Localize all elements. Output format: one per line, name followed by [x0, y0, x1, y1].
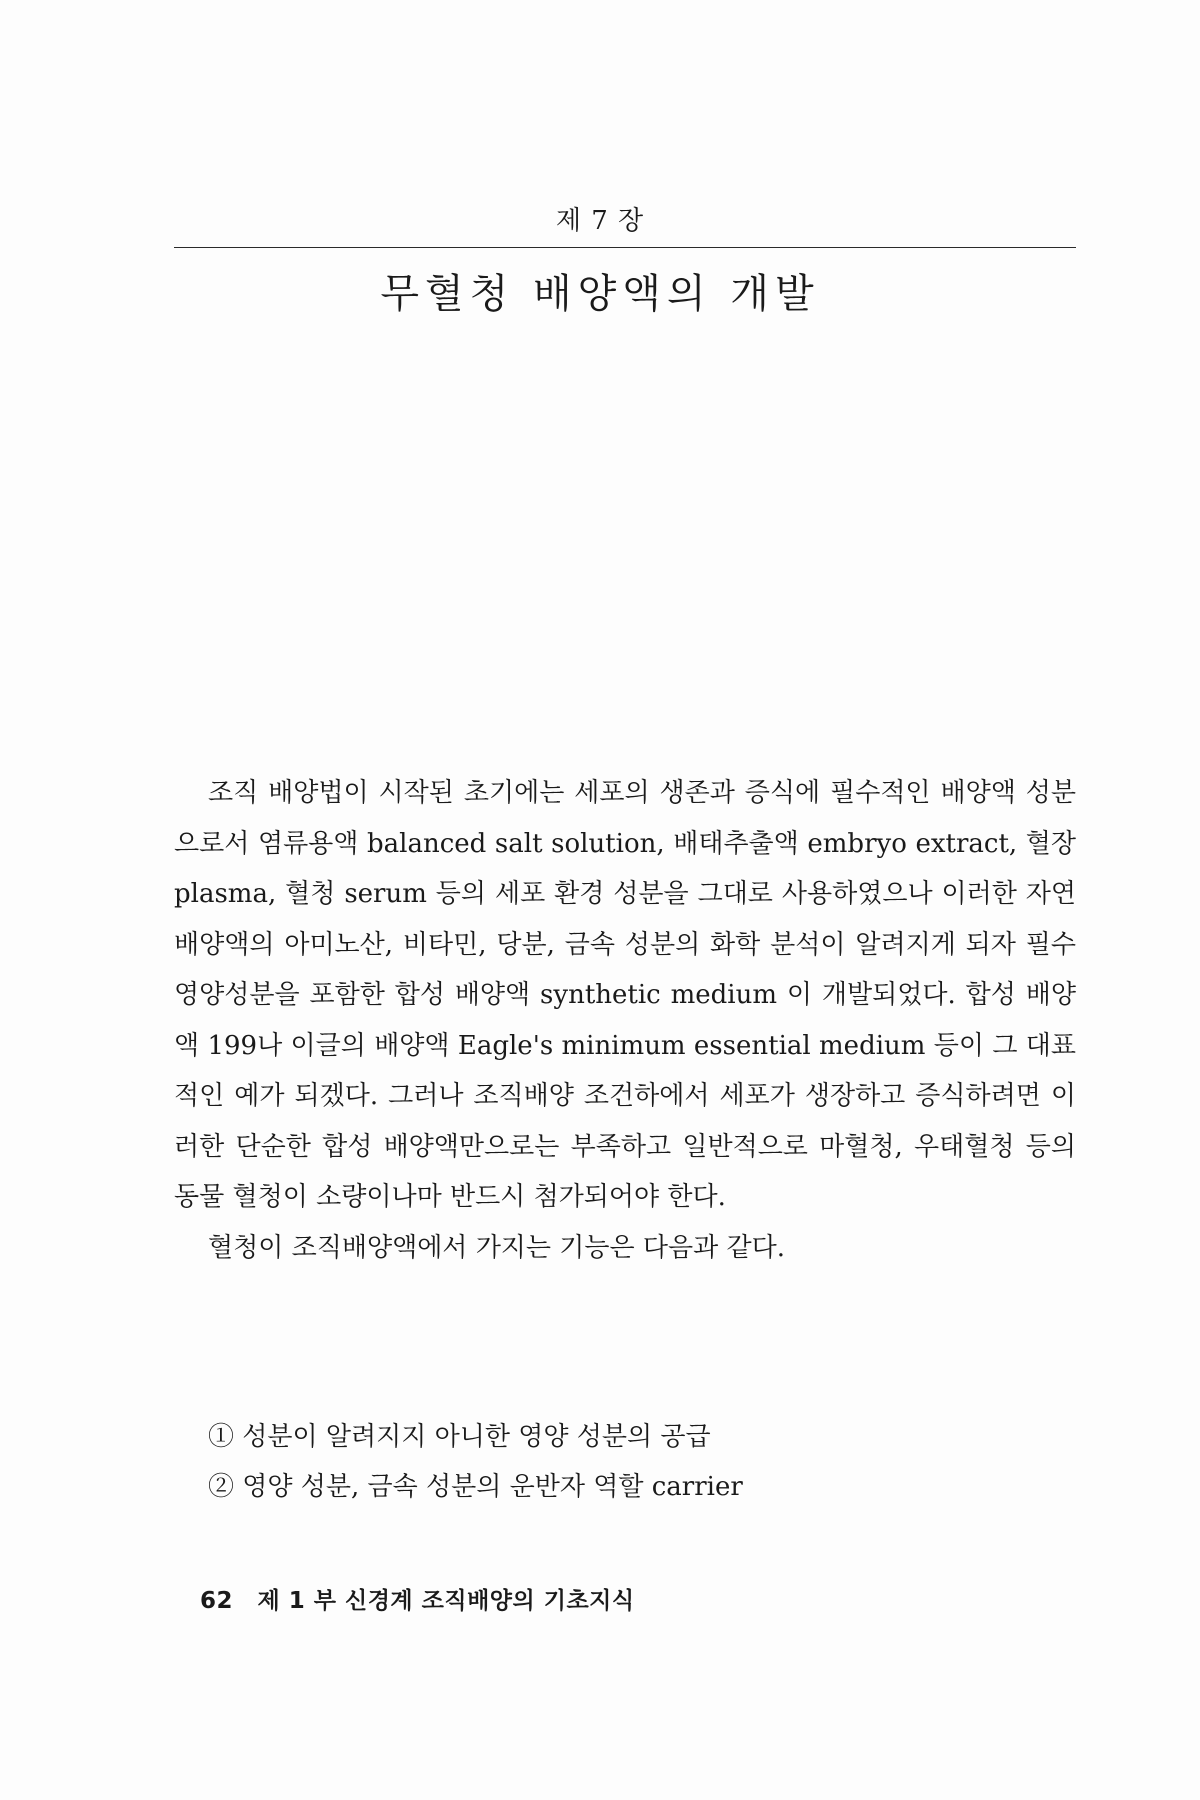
body-text: [174, 768, 1076, 1273]
list-item: ① 성분이 알려지지 아니한 영양 성분의 공급: [208, 1422, 711, 1452]
chapter-title: 무혈청 배양액의 개발: [380, 271, 820, 317]
page-footer: [200, 1582, 635, 1615]
running-title: 제 1 부 신경계 조직배양의 기초지식: [257, 1588, 635, 1614]
body-paragraph: 혈청이 조직배양액에서 가지는 기능은 다음과 같다.: [208, 1232, 786, 1263]
page-number: 62: [200, 1588, 234, 1614]
chapter-label: 제 7 장: [555, 206, 645, 236]
serum-function-list: [208, 1412, 1076, 1512]
body-paragraph: 조직 배양법이 시작된 초기에는 세포의 생존과 증식에 필수적인 배양액 성분으로서 염류용액 balanced salt solution, 배태추출액 embryo extract, 혈장 plasma, 혈청 serum 등의 세포 환경 성분을 그대로 사용하였으나 이러한 자연배양액의 아미노산, 비타민, 당분, 금속 성분의 화학 분석이 알려지게 되자 필수영양성분을 포함한 합성 배양액 synthetic medium 이 개발되었다. 합성 배양액 199나 이글의 배양액 Eagle's minimum essential medium 등이 그 대표적인 예가 되겠다. 그러나 조직배양 조건하에서 세포가 생장하고 증식하려면 이러한 단순한 합성 배양액만으로는 부족하고 일반적으로 마혈청, 우태혈청 등의 동물 혈청이 소량이나마 반드시 첨가되어야 한다.: [174, 778, 1077, 1212]
list-item: ② 영양 성분, 금속 성분의 운반자 역할 carrier: [208, 1472, 743, 1502]
chapter-divider: [174, 247, 1076, 248]
